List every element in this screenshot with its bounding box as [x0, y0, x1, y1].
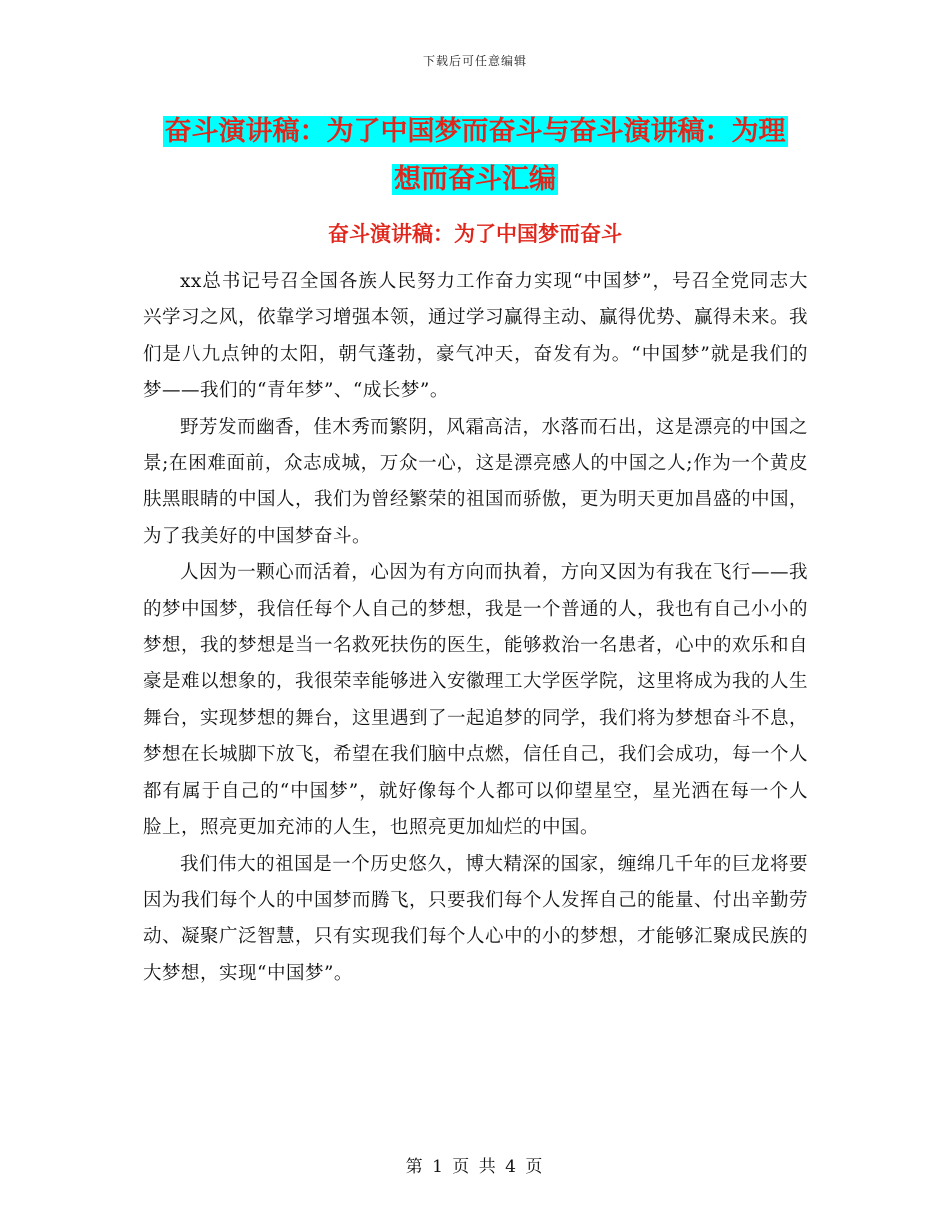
paragraph-2: 野芳发而幽香，佳木秀而繁阴，风霜高洁，水落而石出，这是漂亮的中国之景;在困难面前，众志成城，万众一心，这是漂亮感人的中国之人;作为一个黄皮肤黑眼睛的中国人，我们为曾经繁荣的祖国而骄傲，更为明天更加昌盛的中国，为了我美好的中国梦奋斗。 [143, 416, 809, 547]
article-body [143, 264, 808, 992]
document-title-line-1: 奋斗演讲稿：为了中国梦而奋斗与奋斗演讲稿：为理 [164, 116, 786, 147]
paragraph-4: 我们伟大的祖国是一个历史悠久，博大精深的国家，缠绵几千年的巨龙将要因为我们每个人的中国梦而腾飞，只要我们每个人发挥自己的能量、付出辛勤劳动、凝聚广泛智慧，只有实现我们每个人心中的小的梦想，才能够汇聚成民族的大梦想，实现“中国梦”。 [143, 853, 809, 984]
section-title: 奋斗演讲稿：为了中国梦而奋斗 [328, 221, 622, 246]
document-title-line-2: 想而奋斗汇编 [394, 164, 556, 195]
page-footer: 第 1 页 共 4 页 [405, 1157, 545, 1177]
document-title [140, 108, 810, 204]
paragraph-1: xx总书记号召全国各族人民努力工作奋力实现“中国梦”，号召全党同志大兴学习之风，依靠学习增强本领，通过学习赢得主动、赢得优势、赢得未来。我们是八九点钟的太阳，朝气蓬勃，豪气冲天，奋发有为。“中国梦”就是我们的梦——我们的“青年梦”、“成长梦”。 [143, 271, 809, 402]
header-note: 下载后可任意编辑 [422, 54, 527, 68]
paragraph-3: 人因为一颗心而活着，心因为有方向而执着，方向又因为有我在飞行——我的梦中国梦，我信任每个人自己的梦想，我是一个普通的人，我也有自己小小的梦想，我的梦想是当一名救死扶伤的医生，能够救治一名患者，心中的欢乐和自豪是难以想象的，我很荣幸能够进入安徽理工大学医学院，这里将成为我的人生舞台，实现梦想的舞台，这里遇到了一起追梦的同学，我们将为梦想奋斗不息，梦想在长城脚下放飞，希望在我们脑中点燃，信任自己，我们会成功，每一个人都有属于自己的“中国梦”，就好像每个人都可以仰望星空，星光洒在每一个人脸上，照亮更加充沛的人生，也照亮更加灿烂的中国。 [143, 562, 809, 839]
